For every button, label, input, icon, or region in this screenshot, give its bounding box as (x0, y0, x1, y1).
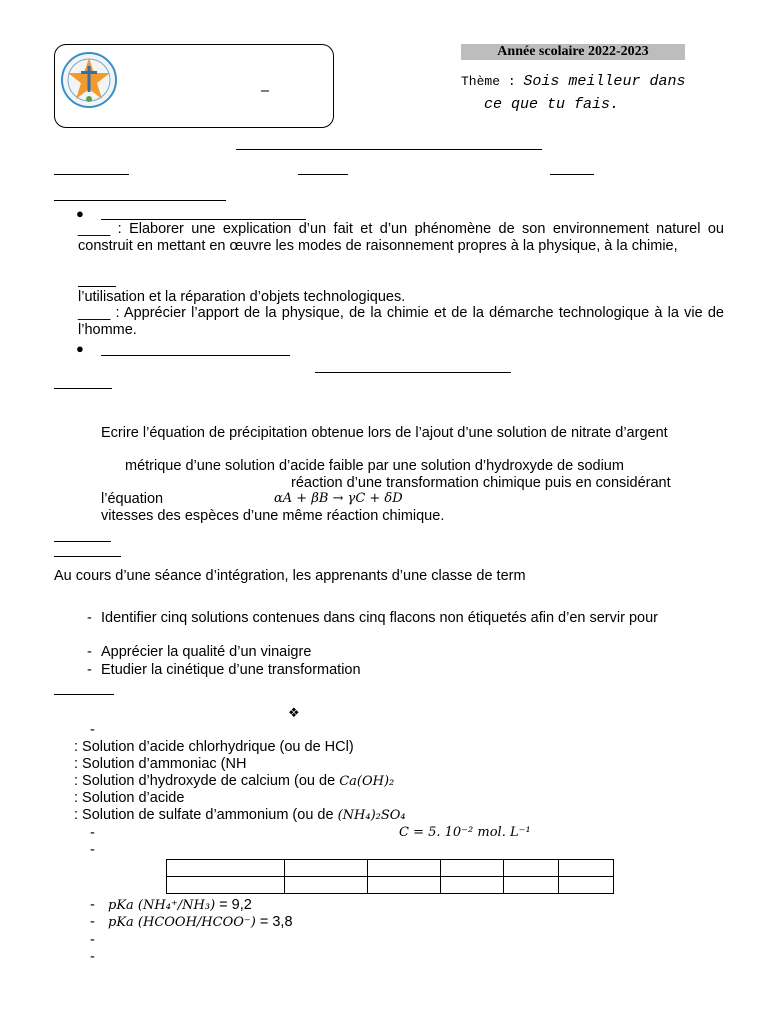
support-dash: - (90, 842, 95, 858)
theme-value-line1: Sois meilleur dans (523, 73, 686, 90)
section-rule-support (54, 694, 114, 695)
objective-5: vitesses des espèces d’une même réaction chimique. (101, 508, 445, 524)
support-dash: - (90, 932, 95, 948)
table-row (167, 877, 614, 894)
title-rule (236, 149, 542, 150)
support-dash: - (90, 825, 95, 841)
section-rule-competences (54, 200, 226, 201)
table-cell (441, 860, 504, 877)
header-dash: – (261, 83, 270, 99)
objective-2: métrique d’une solution d’acide faible par une solution d’hydroxyde de sodium (125, 458, 624, 474)
task-2: Apprécier la qualité d’un vinaigre (101, 644, 312, 660)
bullet-rule-2 (101, 355, 290, 356)
table-row (167, 860, 614, 877)
support-dash: - (90, 897, 95, 913)
table-cell (504, 860, 559, 877)
competence-3: ____ : Apprécier l’apport de la physique, de la chimie et de la démarche technologique à la vie de l’homme. (78, 305, 724, 338)
concentration: C = 5. 10⁻² mol. L⁻¹ (399, 825, 531, 840)
table-cell (285, 860, 368, 877)
heading-rule-center (298, 174, 348, 175)
heading-rule-left (54, 174, 129, 175)
theme-separator: : (500, 74, 524, 89)
task-dash: - (87, 662, 92, 678)
reaction-equation: αA + βB → γC + δD (274, 491, 403, 506)
section-rule-situation (54, 556, 121, 557)
section-rule-objectives (54, 388, 112, 389)
theme-value-line2: ce que tu fais. (484, 96, 620, 113)
solution-1: : Solution d’acide chlorhydrique (ou de HCl) (74, 739, 354, 755)
table-cell (504, 877, 559, 894)
bullet-icon: ● (76, 341, 84, 356)
theme-line-1 (461, 73, 685, 90)
pka-2: pKa (HCOOH/HCOO⁻) = 3,8 (108, 914, 293, 930)
table-cell (368, 860, 441, 877)
table-cell (285, 877, 368, 894)
task-1: Identifier cinq solutions contenues dans cinq flacons non étiquetés afin d’en servir pour (101, 610, 658, 626)
diamond-icon: ❖ (288, 705, 300, 720)
situation-intro: Au cours d’une séance d’intégration, les apprenants d’une classe de term (54, 568, 526, 584)
table-cell (559, 877, 614, 894)
solution-2: : Solution d’ammoniac (NH (74, 756, 247, 772)
pka-1: pKa (NH₄⁺/NH₃) = 9,2 (108, 897, 252, 913)
table-cell (167, 877, 285, 894)
solution-4: : Solution d’acide (74, 790, 185, 806)
task-dash: - (87, 644, 92, 660)
task-3: Etudier la cinétique d’une transformation (101, 662, 361, 678)
subtitle-rule (315, 372, 511, 373)
support-dash: - (90, 914, 95, 930)
solution-5: : Solution de sulfate d’ammonium (ou de (NH₄)₂SO₄ (74, 807, 406, 823)
objective-1: Ecrire l’équation de précipitation obtenue lors de l’ajout d’une solution de nitrate d’argent (101, 425, 668, 441)
task-dash: - (87, 610, 92, 626)
competence-2-rule (78, 286, 116, 287)
theme-label: Thème (461, 74, 501, 89)
support-dash: - (90, 722, 95, 738)
competence-1: ____ : Elaborer une explication d’un fait et d’un phénomène de son environnement naturel ou construit en mettant en œuvre les modes de raisonnement propres à la physique, à la chimie, (78, 221, 724, 254)
table-cell (559, 860, 614, 877)
bullet-rule-1 (101, 219, 306, 220)
school-logo (61, 52, 117, 108)
section-rule-a (54, 541, 111, 542)
bullet-icon: ● (76, 206, 84, 221)
data-table (166, 859, 614, 894)
objective-3: réaction d’une transformation chimique puis en considérant (291, 475, 671, 491)
school-year-badge: Année scolaire 2022-2023 (461, 44, 685, 60)
table-cell (368, 877, 441, 894)
solution-3: : Solution d’hydroxyde de calcium (ou de Ca(OH)₂ (74, 773, 395, 789)
competence-2: l’utilisation et la réparation d’objets technologiques. (78, 289, 406, 305)
support-dash: - (90, 949, 95, 965)
heading-rule-right (550, 174, 594, 175)
objective-4-prefix: l’équation (101, 491, 164, 507)
table-cell (441, 877, 504, 894)
table-cell (167, 860, 285, 877)
